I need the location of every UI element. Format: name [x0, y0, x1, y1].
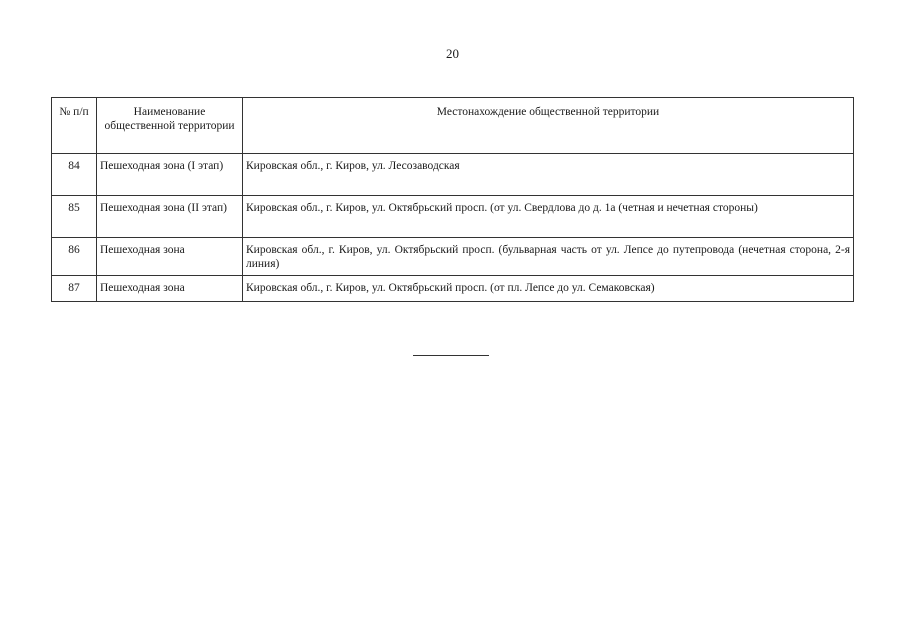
row-location: Кировская обл., г. Киров, ул. Октябрьский просп. (от пл. Лепсе до ул. Семаковская)	[243, 276, 854, 302]
row-name: Пешеходная зона	[97, 276, 243, 302]
header-location: Местонахождение общественной территории	[243, 98, 854, 154]
end-of-document-line	[413, 355, 489, 356]
row-num: 84	[52, 154, 97, 196]
header-name: Наименование общественной территории	[97, 98, 243, 154]
table-row	[52, 276, 854, 302]
row-location: Кировская обл., г. Киров, ул. Лесозаводская	[243, 154, 854, 196]
table-row	[52, 196, 854, 238]
row-num: 86	[52, 238, 97, 276]
header-num: № п/п	[52, 98, 97, 154]
row-name: Пешеходная зона (I этап)	[97, 154, 243, 196]
row-name: Пешеходная зона (II этап)	[97, 196, 243, 238]
row-location: Кировская обл., г. Киров, ул. Октябрьский просп. (бульварная часть от ул. Лепсе до путепровода (нечетная сторона, 2-я линия)	[243, 238, 854, 276]
table-row	[52, 238, 854, 276]
row-name: Пешеходная зона	[97, 238, 243, 276]
row-num: 87	[52, 276, 97, 302]
territory-table	[51, 97, 854, 302]
row-num: 85	[52, 196, 97, 238]
page-number: 20	[446, 46, 459, 61]
row-location: Кировская обл., г. Киров, ул. Октябрьский просп. (от ул. Свердлова до д. 1а (четная и нечетная стороны)	[243, 196, 854, 238]
table-header-row	[52, 98, 854, 154]
table-row	[52, 154, 854, 196]
